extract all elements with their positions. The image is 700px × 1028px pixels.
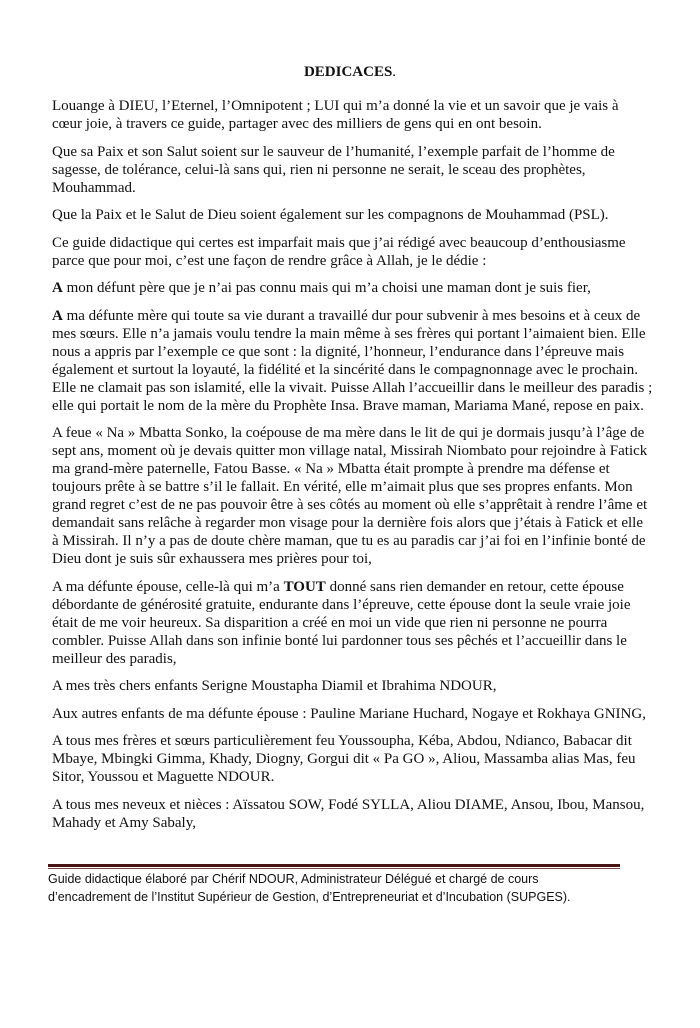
dedication-body (52, 97, 662, 841)
paragraph (52, 307, 662, 415)
text-segment: elle qui portait le nom de la mère du Prophète Insa. Brave maman, Mariama Mané, repose en paix. (52, 397, 644, 414)
footer-line-2: d’encadrement de l’Institut Supérieur de Gestion, d’Entrepreneuriat et d’Incubation (SUPGES). (48, 890, 571, 904)
text-segment: Mouhammad. (52, 179, 136, 196)
paragraph (52, 424, 662, 568)
text-line (52, 632, 662, 650)
text-line (52, 343, 662, 361)
text-segment: sept ans, moment où je devais quitter mon village natal, Missirah Niombato pour rejoindre à Fatick (52, 443, 648, 459)
text-segment: A tous mes frères et sœurs particulièrement feu Youssoupha, Kéba, Abdou, Ndianco, Babacar dit (52, 733, 632, 749)
paragraph (52, 578, 662, 668)
text-line (52, 732, 662, 750)
text-segment: A feue « Na » Mbatta Sonko, la coépouse de ma mère dans le lit de qui je dormais jusqu’à l’âge de (52, 425, 645, 441)
text-line (52, 325, 662, 343)
text-line (52, 705, 662, 723)
text-segment: cœur joie, à travers ce guide, partager avec des milliers de gens qui en ont besoin. (52, 116, 542, 132)
text-line (52, 361, 662, 379)
text-line (52, 578, 662, 596)
text-line (52, 514, 662, 532)
title-period: . (392, 64, 397, 80)
text-line (52, 179, 662, 197)
text-line (52, 442, 662, 460)
text-line (52, 650, 662, 668)
page-footer (48, 870, 648, 906)
bold-text: TOUT (283, 578, 326, 595)
text-segment: A ma défunte épouse, celle-là qui m’a (52, 578, 284, 595)
text-line (52, 814, 662, 832)
text-segment: grand regret c’est de ne pas pouvoir être à ses côtés au moment où elle s’apprêtait à rendre l’âme et (52, 497, 648, 513)
text-line (52, 234, 662, 252)
text-segment: Que sa Paix et son Salut soient sur le sauveur de l’humanité, l’exemple parfait de l’homme de (52, 143, 615, 160)
text-segment: meilleur des paradis, (52, 650, 177, 667)
text-segment: Ce guide didactique qui certes est imparfait mais que j’ai rédigé avec beaucoup d’enthousiasme (52, 234, 626, 251)
text-segment: ma grand-mère paternelle, Fatou Basse. « Na » Mbatta était prompte à prendre ma défense et (52, 461, 610, 477)
text-line (52, 796, 662, 814)
text-segment: Que la Paix et le Salut de Dieu soient également sur les compagnons de Mouhammad (PSL). (52, 207, 609, 223)
text-line (52, 397, 662, 415)
text-line (52, 614, 662, 632)
text-segment: toujours prête à se battre s’il le fallait. En vérité, elle m’aimait plus que ses propres enfants. Mon (52, 479, 633, 495)
text-segment: demandait sans relâche à regarder mon visage pour la dernière fois alors que j’étais à Fatick et elle (52, 515, 643, 531)
paragraph (52, 206, 662, 224)
paragraph (52, 143, 662, 197)
text-segment: à Missirah. Il n’y a pas de doute chère maman, que tu es au paradis car j’ai foi en l’infinie bonté de (52, 533, 646, 549)
text-segment: A mes très chers enfants Serigne Moustapha Diamil et Ibrahima NDOUR, (52, 678, 497, 694)
paragraph (52, 796, 662, 832)
text-segment: Sitor, Youssou et Maguette NDOUR. (52, 769, 275, 785)
paragraph (52, 732, 662, 786)
footer-divider-thin (48, 868, 620, 869)
text-line (52, 677, 662, 695)
text-segment: également et surtout la loyauté, la fidélité et la sincérité dans le compagnonnage avec le prochain. (52, 361, 639, 378)
text-segment: nous a appris par l’exemple ce que sont : la dignité, l’honneur, l’endurance dans l’épreuve mais (52, 343, 625, 360)
text-segment: Elle ne clamait pas son islamité, elle la vivait. Puisse Allah l’accueillir dans le meilleur des paradis ; (52, 379, 653, 396)
paragraph (52, 279, 662, 297)
text-line (52, 496, 662, 514)
text-line (52, 460, 662, 478)
footer-line-1: Guide didactique élaboré par Chérif NDOUR, Administrateur Délégué et chargé de cours (48, 872, 539, 886)
text-line (52, 279, 662, 297)
text-line (52, 768, 662, 786)
text-line (52, 143, 662, 161)
text-segment: mon défunt père que je n’ai pas connu mais qui m’a choisi une maman dont je suis fier, (62, 280, 591, 296)
title-text: DEDICACES (303, 64, 393, 80)
text-segment: était de me voir heureux. Sa disparition a créé en moi un vide que rien ni personne ne pourra (52, 614, 608, 631)
text-segment: Dieu dont je suis sûr exhaussera mes prières pour toi, (52, 551, 372, 567)
text-segment: débordante de générosité gratuite, endurante dans l’épreuve, cette épouse dont la seule vraie joie (52, 596, 631, 613)
text-segment: mes sœurs. Elle n’a jamais voulu tendre la main même à ses frères qui portant l’aimaient bien. Elle (52, 325, 646, 342)
text-segment: combler. Puisse Allah dans son infinie bonté lui pardonner tous ses pêchés et l’accueillir dans le (52, 632, 627, 649)
text-line (52, 550, 662, 568)
text-segment: ma défunte mère qui toute sa vie durant a travaillé dur pour subvenir à mes besoins et à ceux de (62, 307, 641, 324)
text-line (52, 379, 662, 397)
text-segment: parce que pour moi, c’est une façon de rendre grâce à Allah, je le dédie : (52, 252, 487, 269)
text-line (52, 97, 662, 115)
text-segment: Aux autres enfants de ma défunte épouse : Pauline Mariane Huchard, Nogaye et Rokhaya GNING, (52, 705, 646, 722)
text-line (52, 115, 662, 133)
text-line (52, 252, 662, 270)
bold-text: A (52, 280, 63, 296)
text-line (52, 161, 662, 179)
paragraph (52, 677, 662, 695)
paragraph (52, 234, 662, 270)
text-line (52, 750, 662, 768)
text-line (52, 532, 662, 550)
text-segment: Mahady et Amy Sabaly, (52, 814, 197, 831)
bold-text: A (52, 307, 63, 324)
text-line (52, 424, 662, 442)
text-line (52, 478, 662, 496)
text-segment: Mbaye, Mbingki Gimma, Khady, Diogny, Gorgui dit « Pa GO », Aliou, Massamba alias Mas, feu (52, 751, 636, 767)
paragraph (52, 97, 662, 133)
text-line (52, 206, 662, 224)
text-segment: A tous mes neveux et nièces : Aïssatou SOW, Fodé SYLLA, Aliou DIAME, Ansou, Ibou, Mansou, (52, 796, 645, 813)
paragraph (52, 705, 662, 723)
text-segment: Louange à DIEU, l’Eternel, l’Omnipotent ; LUI qui m’a donné la vie et un savoir que je vais à (52, 98, 619, 114)
text-segment: donné sans rien demander en retour, cette épouse (325, 578, 624, 595)
text-segment: sagesse, de tolérance, celui-là sans qui, rien ni personne ne serait, le sceau des prophètes, (52, 161, 586, 178)
text-line (52, 596, 662, 614)
page-title (0, 64, 700, 81)
text-line (52, 307, 662, 325)
footer-divider (48, 864, 620, 867)
